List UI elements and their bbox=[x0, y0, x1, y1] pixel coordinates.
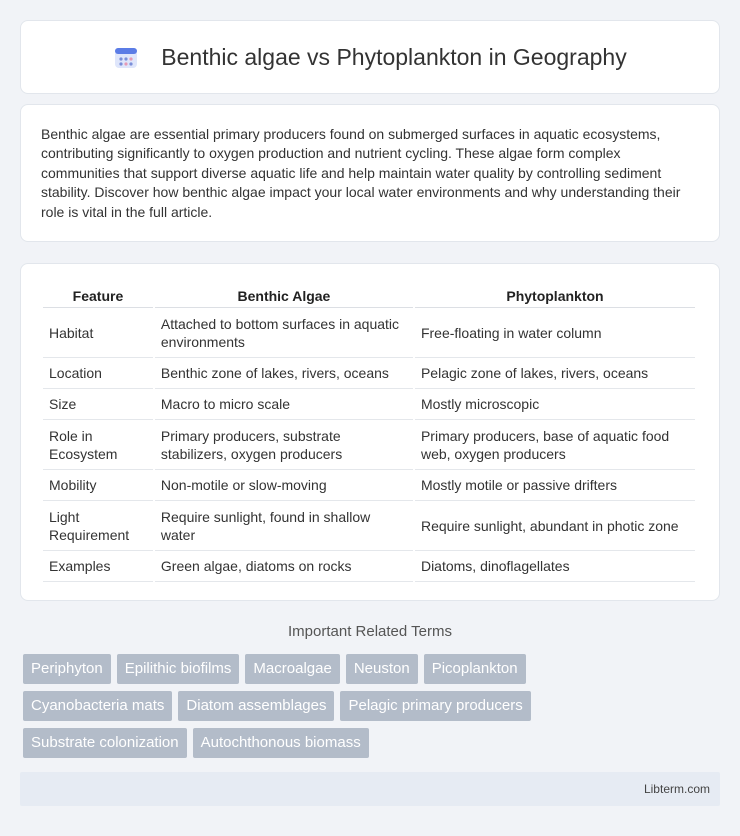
tag-substrate-colonization[interactable]: Substrate colonization bbox=[23, 728, 187, 758]
tag-epilithic-biofilms[interactable]: Epilithic biofilms bbox=[117, 654, 240, 684]
table-row bbox=[43, 389, 695, 420]
row-feature: Light Requirement bbox=[43, 501, 153, 551]
tag-macroalgae[interactable]: Macroalgae bbox=[245, 654, 339, 684]
row-phyto: Free-floating in water column bbox=[415, 308, 695, 358]
header-feature: Feature bbox=[43, 284, 153, 308]
row-phyto: Pelagic zone of lakes, rivers, oceans bbox=[415, 358, 695, 389]
table-row bbox=[43, 470, 695, 501]
table-row bbox=[43, 358, 695, 389]
tag-row bbox=[23, 691, 723, 721]
related-terms-tags bbox=[23, 654, 723, 765]
table-row bbox=[43, 308, 695, 358]
table-row bbox=[43, 551, 695, 582]
row-benthic: Green algae, diatoms on rocks bbox=[155, 551, 413, 582]
intro-card bbox=[20, 104, 720, 242]
comparison-table bbox=[41, 284, 697, 582]
footer-link[interactable]: Libterm.com bbox=[643, 782, 710, 796]
table-header-row bbox=[43, 284, 695, 308]
row-feature: Role in Ecosystem bbox=[43, 420, 153, 470]
row-phyto: Mostly motile or passive drifters bbox=[415, 470, 695, 501]
header-phytoplankton: Phytoplankton bbox=[415, 284, 695, 308]
tag-autochthonous-biomass[interactable]: Autochthonous biomass bbox=[193, 728, 369, 758]
tag-diatom-assemblages[interactable]: Diatom assemblages bbox=[178, 691, 334, 721]
tag-neuston[interactable]: Neuston bbox=[346, 654, 418, 684]
calendar-icon bbox=[113, 44, 139, 70]
table-row bbox=[43, 501, 695, 551]
tag-pelagic-primary-producers[interactable]: Pelagic primary producers bbox=[340, 691, 530, 721]
comparison-table-card bbox=[20, 263, 720, 601]
footer bbox=[20, 772, 720, 806]
row-phyto: Diatoms, dinoflagellates bbox=[415, 551, 695, 582]
row-benthic: Non-motile or slow-moving bbox=[155, 470, 413, 501]
row-benthic: Require sunlight, found in shallow water bbox=[155, 501, 413, 551]
row-feature: Habitat bbox=[43, 308, 153, 358]
row-phyto: Primary producers, base of aquatic food web, oxygen producers bbox=[415, 420, 695, 470]
tag-picoplankton[interactable]: Picoplankton bbox=[424, 654, 526, 684]
tag-periphyton[interactable]: Periphyton bbox=[23, 654, 111, 684]
related-terms-title: Important Related Terms bbox=[288, 623, 452, 640]
tag-row bbox=[23, 654, 723, 684]
row-benthic: Primary producers, substrate stabilizers, oxygen producers bbox=[155, 420, 413, 470]
row-feature: Size bbox=[43, 389, 153, 420]
tag-cyanobacteria-mats[interactable]: Cyanobacteria mats bbox=[23, 691, 172, 721]
row-phyto: Require sunlight, abundant in photic zone bbox=[415, 501, 695, 551]
row-feature: Location bbox=[43, 358, 153, 389]
row-feature: Mobility bbox=[43, 470, 153, 501]
row-phyto: Mostly microscopic bbox=[415, 389, 695, 420]
intro-paragraph: Benthic algae are essential primary producers found on submerged surfaces in aquatic ecosystems, contributing significantly to oxygen production and nutrient cycling. These algae form complex communities that support diverse aquatic life and help maintain water quality by controlling sediment stability. Discover how benthic algae impact your local water environments and why understanding their role is vital in the full article. bbox=[41, 126, 681, 220]
tag-row bbox=[23, 728, 723, 758]
header-benthic-algae: Benthic Algae bbox=[155, 284, 413, 308]
row-benthic: Attached to bottom surfaces in aquatic environments bbox=[155, 308, 413, 358]
row-benthic: Macro to micro scale bbox=[155, 389, 413, 420]
page-title: Benthic algae vs Phytoplankton in Geography bbox=[161, 43, 627, 70]
table-row bbox=[43, 420, 695, 470]
row-benthic: Benthic zone of lakes, rivers, oceans bbox=[155, 358, 413, 389]
row-feature: Examples bbox=[43, 551, 153, 582]
header-card bbox=[20, 20, 720, 94]
